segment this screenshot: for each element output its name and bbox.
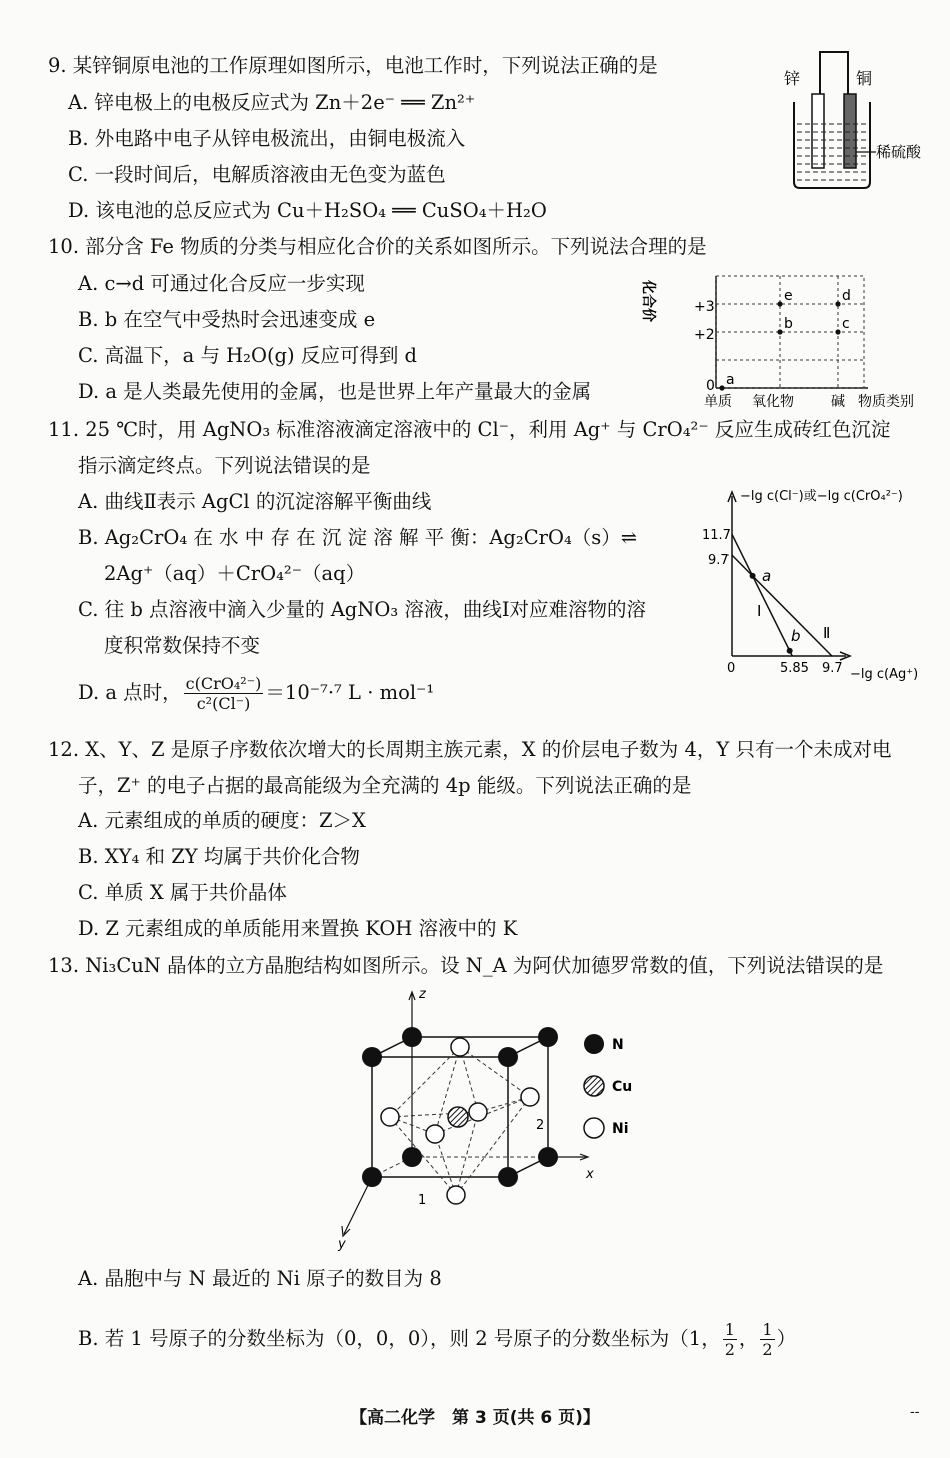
q10-xtick-element: 单质 bbox=[704, 394, 732, 410]
q11-option-b-line2: 2Ag⁺（aq）＋CrO₄²⁻（aq） bbox=[104, 562, 366, 585]
fraction-numerator: c(CrO₄²⁻) bbox=[185, 674, 262, 693]
q13-option-b: B. 若 1 号原子的分数坐标为（0，0，0），则 2 号原子的分数坐标为（1， $\frac{1}{2}$ ， $\frac{1}{2}$ ） bbox=[78, 1320, 797, 1359]
q12-stem-line2: 子，Z⁺ 的电子占据的最高能级为全充满的 4p 能级。下列说法正确的是 bbox=[78, 774, 692, 797]
q11-option-b-line1: B. Ag₂CrO₄ 在 水 中 存 在 沉 淀 溶 解 平 衡：Ag₂CrO₄（s）⇌ bbox=[78, 526, 638, 549]
q10-ytick-plus2: +2 bbox=[694, 327, 715, 343]
ni-atom bbox=[451, 1038, 469, 1056]
wire bbox=[820, 52, 848, 98]
q9-copper-label: 铜 bbox=[856, 69, 873, 88]
legend-cu-label: Cu bbox=[612, 1079, 633, 1095]
ni-atom bbox=[469, 1103, 487, 1121]
q9-acid-label: 稀硫酸 bbox=[876, 143, 922, 161]
point-a bbox=[719, 385, 724, 390]
q10-stem: 10. 部分含 Fe 物质的分类与相应化合价的关系如图所示。下列说法合理的是 bbox=[48, 235, 707, 258]
n-atom bbox=[362, 1047, 382, 1067]
q11-solubility-chart bbox=[700, 486, 935, 682]
q11-curve-II bbox=[732, 555, 832, 656]
q12-option-c: C. 单质 X 属于共价晶体 bbox=[78, 881, 287, 904]
q11-y-axis-label: −lg c(Cl⁻)或−lg c(CrO₄²⁻) bbox=[740, 489, 903, 504]
n-atom bbox=[538, 1147, 558, 1167]
svg-text:化合价: 化合价 bbox=[640, 280, 656, 322]
q10-option-c: C. 高温下，a 与 H₂O(g) 反应可得到 d bbox=[78, 344, 418, 367]
fraction-denominator: c²(Cl⁻) bbox=[196, 694, 251, 713]
page-footer: 【高二化学 第 3 页(共 6 页)】 bbox=[350, 1408, 600, 1428]
cu-atom bbox=[448, 1107, 468, 1127]
q9-option-c: C. 一段时间后，电解质溶液由无色变为蓝色 bbox=[68, 163, 446, 186]
q11-stem-line2: 指示滴定终点。下列说法错误的是 bbox=[78, 454, 371, 477]
q13-option-b-prefix: B. 若 1 号原子的分数坐标为（0，0，0），则 2 号原子的分数坐标为（1， bbox=[78, 1327, 721, 1350]
q13-stem: 13. Ni₃CuN 晶体的立方晶胞结构如图所示。设 N_A 为阿伏加德罗常数的值，下列说法错误的是 bbox=[48, 954, 884, 977]
ni-atom bbox=[521, 1088, 539, 1106]
q10-ytick-plus3: +3 bbox=[694, 299, 715, 315]
beaker bbox=[794, 102, 870, 188]
point-label-d: d bbox=[842, 288, 851, 304]
q9-option-d: D. 该电池的总反应式为 Cu＋H₂SO₄ ══ CuSO₄＋H₂O bbox=[68, 199, 547, 222]
q10-ytick-zero: 0 bbox=[706, 378, 715, 394]
legend-n-label: N bbox=[612, 1037, 624, 1053]
q11-option-d-prefix: D. a 点时， bbox=[78, 681, 182, 704]
n-atom bbox=[362, 1167, 382, 1187]
n-atom bbox=[402, 1147, 422, 1167]
n-atom bbox=[538, 1027, 558, 1047]
q11-option-d-fraction bbox=[184, 674, 264, 713]
q10-xtick-base: 碱 bbox=[831, 394, 845, 410]
q11-origin: 0 bbox=[727, 661, 736, 676]
q10-option-a: A. c→d 可通过化合反应一步实现 bbox=[78, 272, 365, 295]
copper-electrode bbox=[844, 94, 856, 168]
n-atom bbox=[498, 1047, 518, 1067]
q10-xtick-oxide: 氧化物 bbox=[752, 394, 794, 410]
n-atom bbox=[498, 1167, 518, 1187]
q12-option-a: A. 元素组成的单质的硬度：Z＞X bbox=[78, 809, 366, 832]
x-axis-label: x bbox=[586, 1167, 594, 1182]
zinc-electrode bbox=[812, 94, 824, 168]
ni-atom bbox=[426, 1125, 444, 1143]
z-axis-label: z bbox=[419, 987, 426, 1002]
q11-point-b bbox=[787, 648, 793, 654]
q11-label-b: b bbox=[791, 627, 801, 645]
q9-galvanic-cell-figure bbox=[780, 44, 930, 194]
point-label-b: b bbox=[784, 316, 793, 332]
q9-option-a: A. 锌电极上的电极反应式为 Zn＋2e⁻ ══ Zn²⁺ bbox=[68, 91, 476, 114]
point-label-a: a bbox=[726, 372, 735, 388]
q11-xtick-9-7: 9.7 bbox=[822, 661, 843, 676]
n-atom bbox=[402, 1027, 422, 1047]
q11-option-a: A. 曲线Ⅱ表示 AgCl 的沉淀溶解平衡曲线 bbox=[78, 490, 432, 513]
q9-stem: 9. 某锌铜原电池的工作原理如图所示，电池工作时，下列说法正确的是 bbox=[48, 54, 658, 77]
q10-option-b: B. b 在空气中受热时会迅速变成 e bbox=[78, 308, 376, 331]
q10-y-axis-label bbox=[640, 279, 657, 322]
q11-option-c-line1: C. 往 b 点溶液中滴入少量的 AgNO₃ 溶液，曲线Ⅰ对应难溶物的溶 bbox=[78, 598, 647, 621]
q10-fe-valence-chart bbox=[640, 266, 930, 414]
atom-2-label: 2 bbox=[536, 1118, 545, 1133]
legend-n-swatch bbox=[584, 1034, 604, 1054]
q11-ytick-11-7: 11.7 bbox=[702, 528, 731, 543]
point-b bbox=[777, 329, 782, 334]
q11-xtick-5-85: 5.85 bbox=[780, 661, 809, 676]
q11-option-c-line2: 度积常数保持不变 bbox=[104, 634, 261, 657]
q11-ytick-9-7: 9.7 bbox=[708, 553, 729, 568]
q10-option-d: D. a 是人类最先使用的金属，也是世界上年产量最大的金属 bbox=[78, 380, 592, 403]
coordinate-fraction: $\frac{1}{2}$ bbox=[762, 1320, 773, 1359]
q11-label-curve-I: Ⅰ bbox=[757, 602, 762, 620]
q13-option-a: A. 晶胞中与 N 最近的 Ni 原子的数目为 8 bbox=[78, 1267, 442, 1290]
corner-mark: -- bbox=[910, 1404, 920, 1420]
q12-stem-line1: 12. X、Y、Z 是原子序数依次增大的长周期主族元素，X 的价层电子数为 4，Y 只有一个未成对电 bbox=[48, 738, 892, 761]
q11-curve-I bbox=[732, 534, 792, 656]
ni-atom bbox=[381, 1108, 399, 1126]
point-label-e: e bbox=[784, 288, 793, 304]
q11-point-a bbox=[750, 573, 756, 579]
point-d bbox=[835, 301, 840, 306]
q10-xtick-category: 物质类别 bbox=[858, 394, 914, 410]
legend-ni-swatch bbox=[584, 1118, 604, 1138]
q9-option-b: B. 外电路中电子从锌电极流出，由铜电极流入 bbox=[68, 127, 466, 150]
coordinate-fraction: $\frac{1}{2}$ bbox=[724, 1320, 735, 1359]
point-e bbox=[777, 301, 782, 306]
q11-option-d-suffix: ＝10⁻⁷·⁷ L · mol⁻¹ bbox=[265, 681, 435, 704]
q11-x-axis-label: −lg c(Ag⁺) bbox=[850, 667, 919, 682]
legend-cu-swatch bbox=[584, 1076, 604, 1096]
q11-stem-line1: 11. 25 ℃时，用 AgNO₃ 标准溶液滴定溶液中的 Cl⁻，利用 Ag⁺ 与 CrO₄²⁻ 反应生成砖红色沉淀 bbox=[48, 418, 891, 441]
point-label-c: c bbox=[842, 316, 850, 332]
legend-ni-label: Ni bbox=[612, 1121, 629, 1137]
point-c bbox=[835, 329, 840, 334]
q12-option-d: D. Z 元素组成的单质能用来置换 KOH 溶液中的 K bbox=[78, 917, 518, 940]
y-axis-label: y bbox=[338, 1237, 346, 1252]
atom-1-label: 1 bbox=[418, 1193, 427, 1208]
q11-label-a: a bbox=[762, 567, 772, 585]
q12-option-b: B. XY₄ 和 ZY 均属于共价化合物 bbox=[78, 845, 360, 868]
q11-option-d bbox=[78, 674, 434, 713]
q9-zinc-label: 锌 bbox=[784, 69, 801, 88]
q13-unit-cell-figure bbox=[330, 982, 660, 1252]
q11-label-curve-II: Ⅱ bbox=[823, 624, 831, 642]
ni-atom bbox=[447, 1186, 465, 1204]
